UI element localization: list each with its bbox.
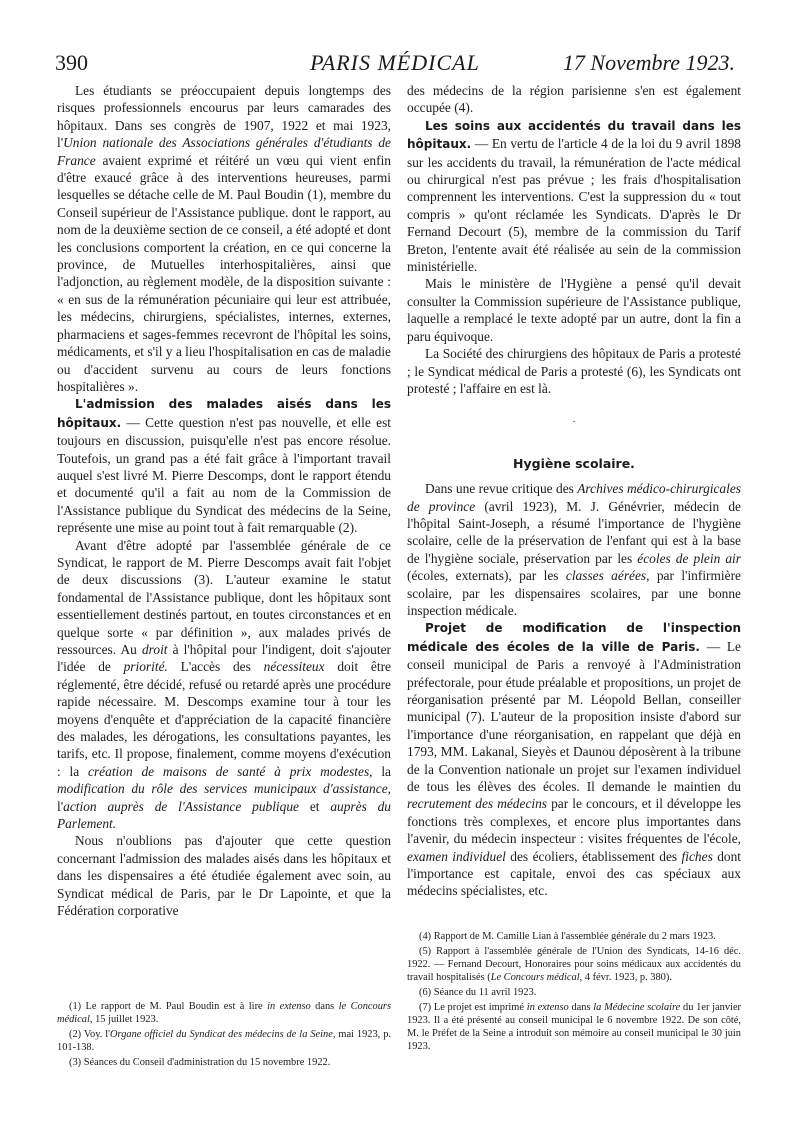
paragraph-descomps: Avant d'être adopté par l'assemblée générale de ce Syndicat, le rapport de M. Pierre Descomps avait fait l'objet de deux discussions (3). L'auteur examine le statut fondamental de l'Assistance publique, dont les hôpitaux sont essentiellement destinés partout, en toutes circonstances et en quelque sorte « par définition », aux malades privés de ressources. Au droit à l'hôpital pour l'indigent, doit s'ajouter l'idée de priorité. L'accès des nécessiteux doit être réglementé, être décidé, refusé ou retardé après une procédure rapide nécessaire. M. Descomps examine tour à tour les moyens d'enquête et d'appréciation de la capacité financière des malades, les dérogations, les consultations payantes, les tarifs, etc. Il propose, finalement, comme moyens d'exécution : la création de maisons de santé à prix modestes, la modification du rôle des services municipaux d'assistance, l'action auprès de l'Assistance publique et auprès du Parlement.: [57, 537, 391, 832]
journal-title: PARIS MÉDICAL: [310, 50, 480, 75]
paragraph-lapointe: Nous n'oublions pas d'ajouter que cette question concernant l'admission des malades aisés dans les hôpitaux et dans les dispensaires a été étudiée également avec soin, au Syndicat médical de Paris, par le Dr Lapointe, et que la Fédération corporative: [57, 833, 391, 919]
subheading-admission: L'admission des malades aisés dans les hôpitaux.: [57, 397, 391, 430]
footnote-2: (2) Voy. l'Organe officiel du Syndicat des médecins de la Seine, mai 1923, p. 101-138.: [57, 1029, 391, 1053]
paragraph-ministry: Mais le ministère de l'Hygiène a pensé qu'il devait consulter la Commission supérieure de l'Assistance publique, laquelle a remplacé le texte adopté par un autre, dont la fin a paru équivoque.: [407, 276, 741, 344]
paragraph-admission: L'admission des malades aisés dans les hôpitaux. — Cette question n'est pas nouvelle, et elle est toujours en discussion, puisqu'elle n'est pas encore résolue. Toutefois, un grand pas a été fait grâce à l'important travail auquel s'est livré M. Pierre Descomps, dont le rapport étendu et documenté qu'il a fait au nom de la Commission de l'Assistance publique du Syndicat des médecins de la Seine, représente une mise au point tout à fait remarquable (2).: [57, 397, 391, 536]
footnote-5: (5) Rapport à l'assemblée générale de l'Union des Syndicats, 14-16 déc. 1922. — Fernand Decourt, Honoraires pour soins médicaux aux accidentés du travail hospitalisés (Le Concours médical, 4 févr. 1923, p. 380).: [407, 946, 741, 983]
issue-date: 17 Novembre 1923.: [562, 50, 735, 75]
paragraph-federation: des médecins de la région parisienne s'en est également occupée (4).: [407, 83, 741, 116]
subheading-accidents: Les soins aux accidentés du travail dans les hôpitaux.: [407, 118, 741, 152]
separator-dot: .: [572, 414, 576, 426]
left-column: [57, 82, 391, 920]
paragraph-genevrier: Dans une revue critique des Archives médico-chirurgicales de province (avril 1923), M. J. Génévrier, médecin de l'hôpital Saint-Joseph, a résumé l'importance de l'hygiène scolaire, celle de la préservation de l'enfant qui est à la base de l'hygiène sociale, préservation par les écoles de plein air (écoles, externats), par les classes aérées, par l'infirmière scolaire, par les dispensaires scolaires, par une bonne inspection médicale.: [407, 481, 742, 618]
footnote-6: (6) Séance du 11 avril 1923.: [419, 987, 537, 998]
right-column: [407, 82, 741, 900]
subheading-inspection: Projet de modification de l'inspection médicale des écoles de la ville de Paris.: [407, 621, 741, 654]
page-number: 390: [55, 50, 88, 75]
paragraph-students: Les étudiants se préoccupaient depuis longtemps des risques professionnels encourus par leurs camarades des hôpitaux. Dans ses congrès de 1907, 1922 et mai 1923, l'Union nationale des Associations générales d'étudiants de France avaient exprimé et réitéré un vœu qui vient enfin d'être exaucé grâce à des interventions heureuses, parmi lesquelles se détache celle de M. Paul Boudin (1), membre du Conseil supérieur de l'Assistance publique. dont le rapport, au nom de la deuxième section de ce conseil, a été adopté et dont les conclusions comportent la création, en ce qui concerne la province, de Mutuelles interhospitalières, ainsi que l'adjonction, au règlement modèle, de la disposition suivante : « en sus de la rémunération pécuniaire qui leur est attribuée, les médecins, chirurgiens, spécialistes, internes, externes, pharmaciens et sages-femmes recevront de l'hôpital les soins, médicaments, et s'il y a lieu l'hospitalisation en cas de maladie ou d'accident survenu au cours de leurs fonctions hospitalières ».: [57, 83, 391, 394]
page-header: [55, 50, 735, 80]
paragraph-inspection: Projet de modification de l'inspection médicale des écoles de la ville de Paris. — Le conseil municipal de Paris a renvoyé à l'Administration préfectorale, pour étude préalable et propositions, un projet de réorganisation présenté par M. Léopold Bellan, conseiller municipal (7). L'auteur de la proposition insiste d'abord sur l'importance d'une réorganisation, en rappelant que déjà en 1793, MM. Lakanal, Sieyès et Daunou déposèrent à la tribune de la Convention nationale un projet sur l'examen individuel de tous les élèves des écoles. Il demande le maintien du recrutement des médecins par le concours, et il développe les fonctions très complexes, et encore plus importantes dans l'avenir, du médecin inspecteur : visites fréquentes de l'école, examen individuel des écoliers, établissement des fiches dont l'importance est capitale, envoi des cas spéciaux aux médecins spécialistes, etc.: [407, 621, 742, 899]
paragraph-protest: La Société des chirurgiens des hôpitaux de Paris a protesté ; le Syndicat médical de Paris a protesté (6), les Syndicats ont protesté ; l'affaire en est là.: [407, 346, 741, 396]
left-footnotes: [57, 1000, 391, 1071]
footnote-7: (7) Le projet est imprimé in extenso dans la Médecine scolaire du 1er janvier 1923. Il a été présenté au conseil municipal le 6 novembre 1922. De son côté, M. le Préfet de la Seine a introduit son mémoire au conseil municipal le 30 juin 1923.: [407, 1002, 742, 1052]
footnote-1: (1) Le rapport de M. Paul Boudin est à lire in extenso dans le Concours médical, 15 juillet 1923.: [57, 1001, 391, 1025]
paragraph-accidents: Les soins aux accidentés du travail dans les hôpitaux. — En vertu de l'article 4 de la loi du 9 avril 1898 sur les accidents du travail, la rémunération de l'acte médical ou chirurgical n'est pas prévue ; les frais d'hospitalisation comprennent les interventions. C'est la suppression du « tout compris » qu'ont réclamée les Syndicats. D'après le Dr Fernand Decourt (5), membre de la commission du Tarif Breton, l'entente avait été réalisée au sein de la commission ministérielle.: [407, 118, 741, 275]
footnote-4: (4) Rapport de M. Camille Lian à l'assemblée générale du 2 mars 1923.: [419, 931, 716, 942]
footnote-3: (3) Séances du Conseil d'administration du 15 novembre 1922.: [69, 1057, 331, 1068]
section-title-hygiene: Hygiène scolaire.: [513, 455, 635, 471]
right-footnotes: [407, 930, 741, 1055]
